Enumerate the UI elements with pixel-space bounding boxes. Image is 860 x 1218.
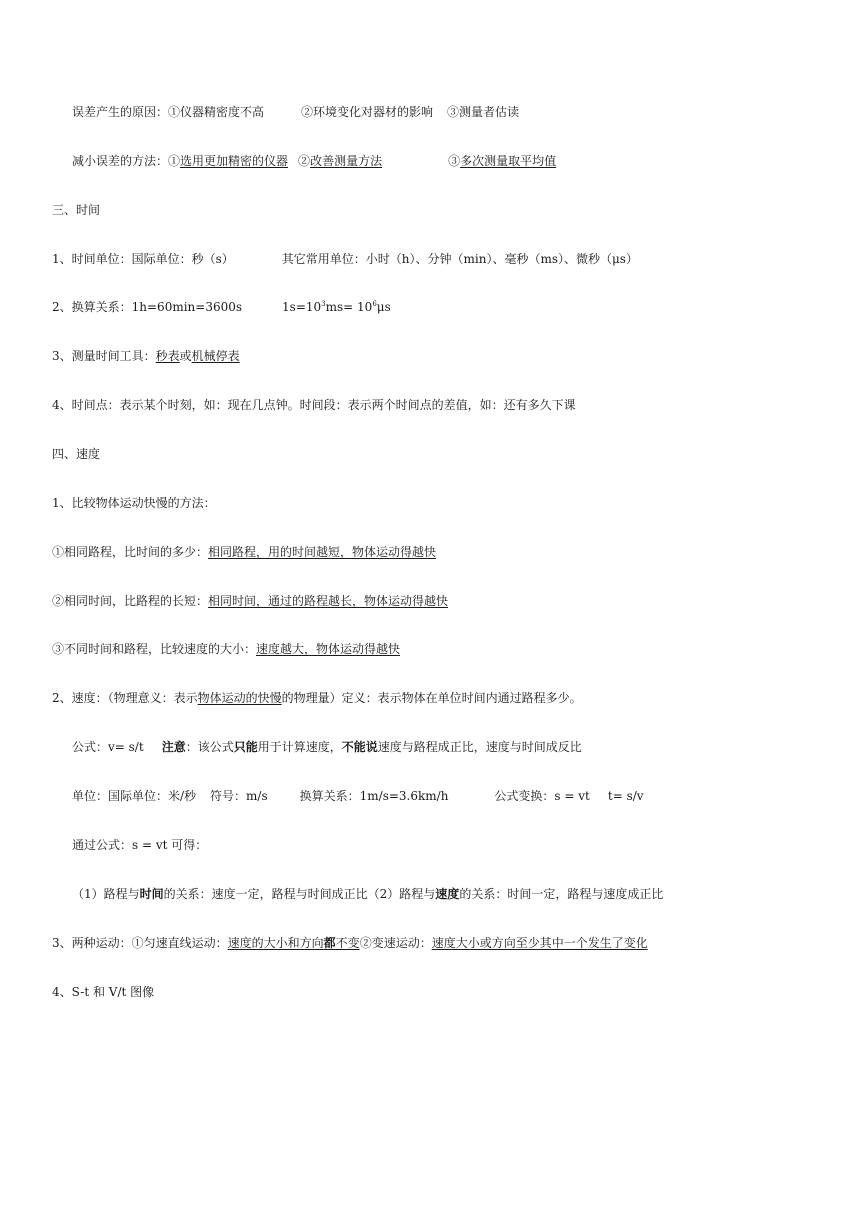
- speed-method-3-label: ③不同时间和路程，比较速度的大小：: [52, 642, 257, 656]
- speed-relation-speed: 速度: [435, 887, 460, 901]
- speed-method-1: [52, 544, 436, 560]
- time-conversion-seconds: $1s=10^3ms= 10^6\mu s$: [282, 300, 391, 314]
- speed-method-2-label: ②相同时间，比路程的长短：: [52, 594, 209, 608]
- time-conversion-hours: 2、换算关系：1h=60min=3600s: [52, 300, 243, 314]
- error-causes-label: 误差产生的原因：: [72, 105, 169, 119]
- error-reduce-1: 选用更加精密的仪器: [180, 154, 289, 168]
- speed-note-cannot: 不能说: [341, 740, 378, 754]
- time-conversion-line: [52, 299, 391, 315]
- speed-formula-line: [72, 739, 582, 755]
- speed-method-2: [52, 593, 448, 609]
- speed-relation-2-text: 的关系：时间一定，路程与速度成正比: [459, 887, 664, 901]
- motion-variable-value: 速度大小或方向至少其中一个发生了变化: [431, 936, 648, 950]
- error-reduce-label: 减小误差的方法：: [72, 154, 169, 168]
- error-cause-3: ③测量者估读: [447, 105, 520, 119]
- speed-via-formula: 通过公式：s = vt 可得：: [72, 838, 208, 852]
- speed-note-text-d: 速度与路程成正比，速度与时间成反比: [377, 740, 582, 754]
- error-cause-1: ①仪器精密度不高: [168, 105, 265, 119]
- time-point-line: 4、时间点：表示某个时刻，如：现在几点钟。时间段：表示两个时间点的差值，如：还有多久下课: [52, 398, 576, 412]
- speed-note-only: 只能: [233, 740, 258, 754]
- speed-method-3: [52, 641, 400, 657]
- time-tool-line: [52, 348, 240, 364]
- speed-note-label: 注意: [161, 740, 186, 754]
- error-causes-line: [72, 104, 519, 120]
- error-reduce-line: [72, 153, 556, 169]
- speed-unit-si: 单位：国际单位：米/秒: [72, 789, 197, 803]
- time-tool-label: 3、测量时间工具：: [52, 349, 156, 363]
- motion-uniform-all: 都: [323, 936, 336, 950]
- error-reduce-2: 改善测量方法: [310, 154, 383, 168]
- speed-formula: 公式：v= s/t: [72, 740, 144, 754]
- motion-uniform-unchanged: 不变: [335, 936, 360, 950]
- section-heading-speed: 四、速度: [52, 447, 101, 461]
- speed-definition-line: [52, 690, 582, 706]
- speed-relation-1-prefix: （1）路程与: [72, 887, 140, 901]
- speed-method-1-label: ①相同路程，比时间的多少：: [52, 545, 209, 559]
- reduce-3-marker: ③: [448, 154, 461, 168]
- time-unit-si: 1、时间单位：国际单位：秒（s）: [52, 252, 234, 266]
- speed-relation-text: 的关系：速度一定，路程与时间成正比（2）路程与: [163, 887, 436, 901]
- motion-variable-label: ②变速运动：: [359, 936, 432, 950]
- speed-method-1-value: 相同路程，用的时间越短，物体运动得越快: [208, 545, 437, 559]
- speed-unit-conversion: 换算关系：1m/s=3.6km/h: [299, 789, 449, 803]
- speed-note-text-a: ：该公式: [185, 740, 234, 754]
- error-cause-2: ②环境变化对器材的影响: [301, 105, 434, 119]
- speed-method-2-value: 相同时间，通过的路程越长，物体运动得越快: [208, 594, 449, 608]
- speed-formula-transform-2: t= s/v: [607, 789, 644, 803]
- speed-definition-prefix: 2、速度：（物理意义：表示: [52, 691, 198, 705]
- motion-types-line: [52, 935, 648, 951]
- section-heading-time: 三、时间: [52, 203, 101, 217]
- speed-compare-title: 1、比较物体运动快慢的方法：: [52, 496, 216, 510]
- graph-heading: 4、S-t 和 V/t 图像: [52, 985, 155, 999]
- time-unit-others: 其它常用单位：小时（h）、分钟（min）、毫秒（ms）、微秒（μs）: [281, 252, 638, 266]
- speed-formula-transform: 公式变换：s = vt: [494, 789, 590, 803]
- speed-relation-time: 时间: [139, 887, 164, 901]
- speed-relations-line: [72, 886, 663, 902]
- speed-definition-meaning: 物体运动的快慢: [197, 691, 282, 705]
- time-unit-line: [52, 251, 638, 267]
- speed-note-text-c: 用于计算速度，: [257, 740, 342, 754]
- error-reduce-3: 多次测量取平均值: [460, 154, 557, 168]
- speed-unit-line: [72, 788, 644, 804]
- reduce-2-marker: ②: [298, 154, 311, 168]
- time-tool-mechanical: 机械停表: [191, 349, 240, 363]
- speed-unit-symbol: 符号：m/s: [210, 789, 268, 803]
- speed-method-3-value: 速度越大，物体运动得越快: [256, 642, 401, 656]
- reduce-1-marker: ①: [168, 154, 181, 168]
- motion-uniform-label: 3、两种运动：①匀速直线运动：: [52, 936, 228, 950]
- motion-uniform-value: 速度的大小和方向: [227, 936, 324, 950]
- time-tool-stopwatch: 秒表: [155, 349, 180, 363]
- time-tool-or: 或: [179, 349, 192, 363]
- speed-definition-text: 的物理量）定义：表示物体在单位时间内通过路程多少。: [281, 691, 582, 705]
